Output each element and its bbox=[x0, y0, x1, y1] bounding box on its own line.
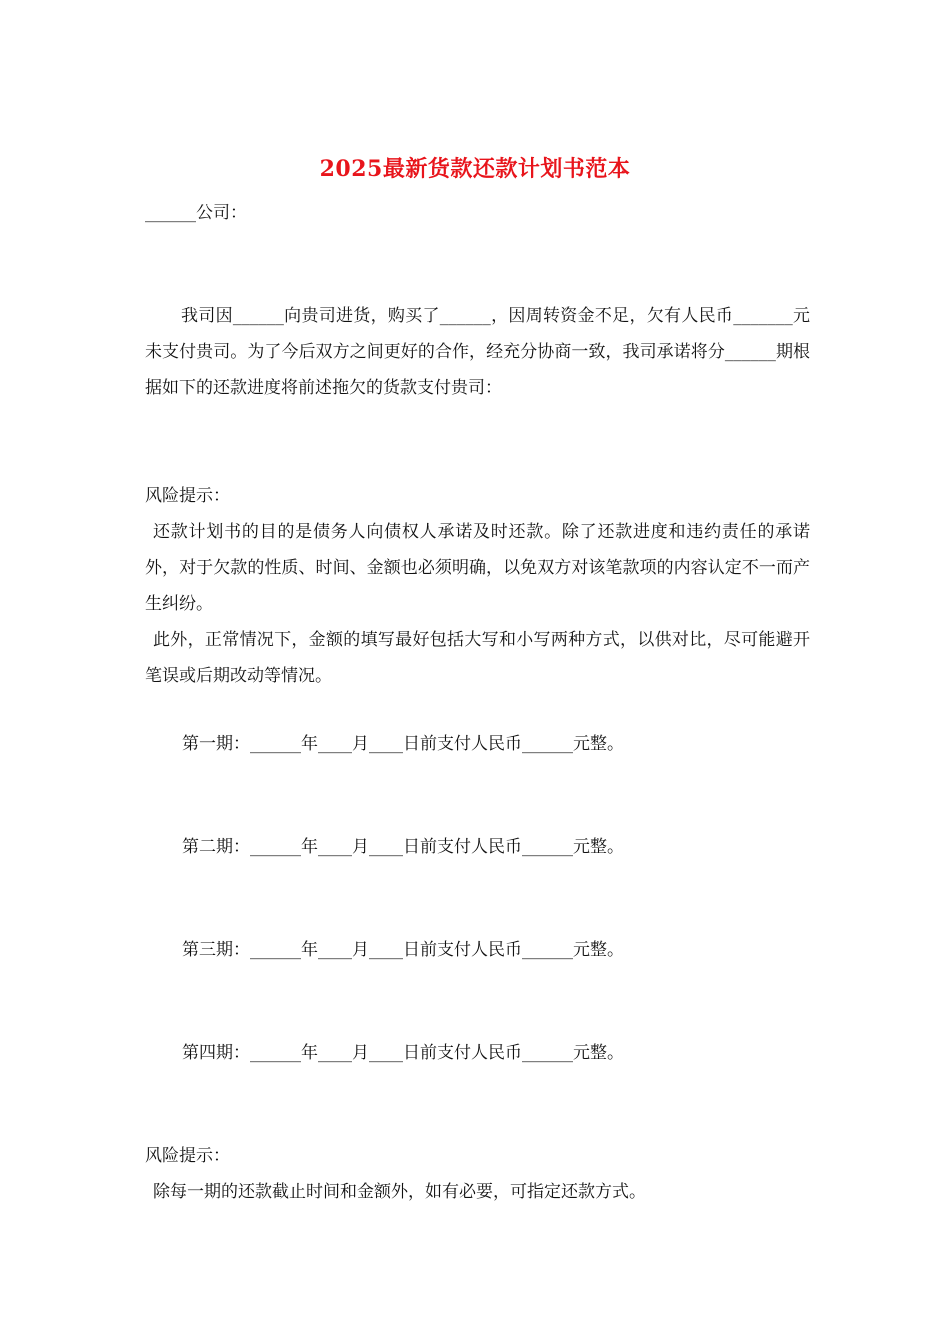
risk-notice-1-paragraph: 此外，正常情况下，金额的填写最好包括大写和小写两种方式，以供对比，尽可能避开笔误或后期改动等情况。 bbox=[145, 630, 810, 686]
payment-period-2: 第二期：______年____月____日前支付人民币______元整。 bbox=[182, 837, 624, 857]
risk-notice-1-paragraph: 还款计划书的目的是债务人向债权人承诺及时还款。除了还款进度和违约责任的承诺外，对于欠款的性质、时间、金额也必须明确，以免双方对该笔款项的内容认定不一而产生纠纷。 bbox=[145, 522, 810, 614]
risk-notice-2-paragraph: 除每一期的还款截止时间和金额外，如有必要，可指定还款方式。 bbox=[153, 1182, 646, 1202]
risk-notice-1 bbox=[145, 478, 810, 694]
salutation: ______公司： bbox=[145, 203, 247, 223]
payment-period-3: 第三期：______年____月____日前支付人民币______元整。 bbox=[182, 940, 624, 960]
intro-paragraph: 我司因______向贵司进货，购买了______，因周转资金不足，欠有人民币_______元未支付贵司。为了今后双方之间更好的合作，经充分协商一致，我司承诺将分______期根据如下的还款进度将前述拖欠的货款支付贵司： bbox=[145, 306, 810, 398]
payment-period-4: 第四期：______年____月____日前支付人民币______元整。 bbox=[182, 1043, 624, 1063]
document-title: 2025最新货款还款计划书范本 bbox=[319, 156, 631, 182]
payment-period-1: 第一期：______年____月____日前支付人民币______元整。 bbox=[182, 734, 624, 754]
risk-notice-1-heading: 风险提示： bbox=[145, 486, 230, 506]
risk-notice-2-heading: 风险提示： bbox=[145, 1146, 230, 1166]
risk-notice-2 bbox=[145, 1138, 810, 1210]
